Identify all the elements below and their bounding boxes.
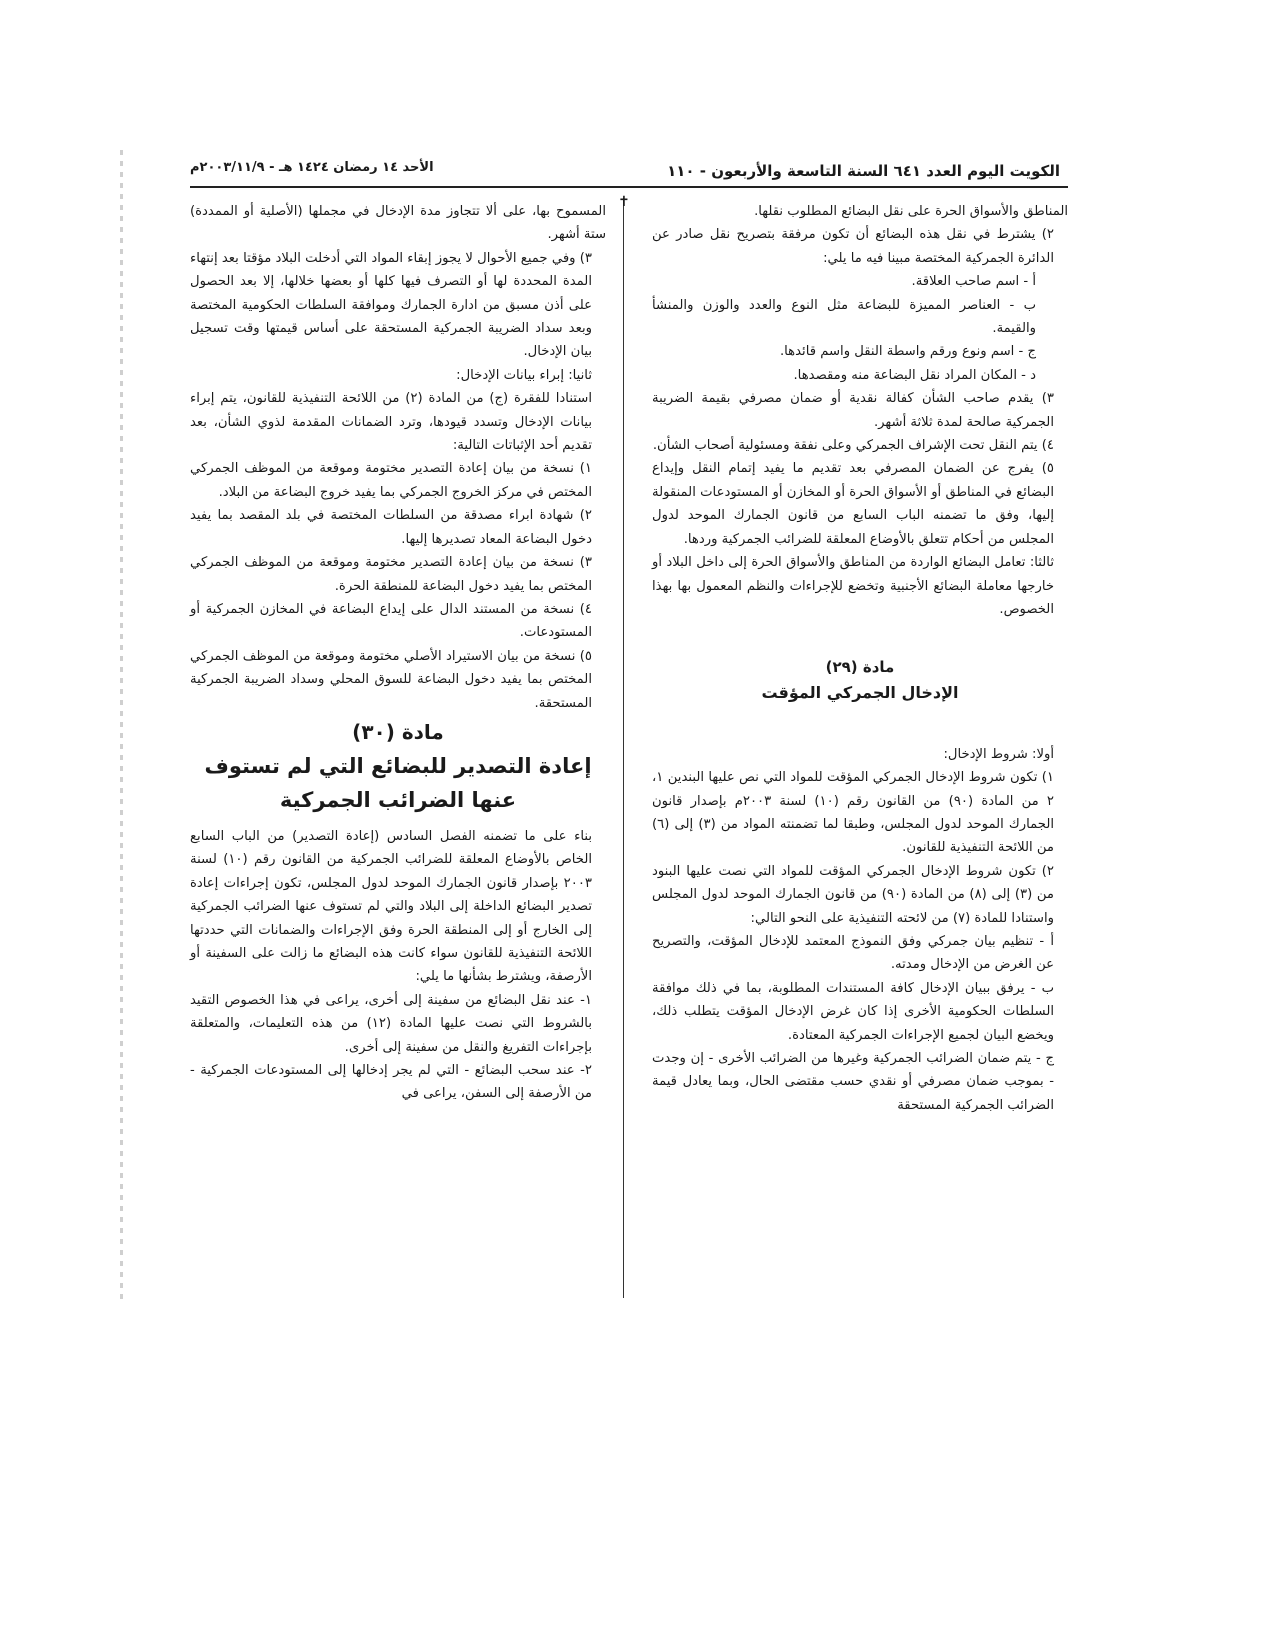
paragraph: ج - اسم ونوع ورقم واسطة النقل واسم قائدها. xyxy=(779,344,1036,360)
paragraph: د - المكان المراد نقل البضاعة منه ومقصدها. xyxy=(793,367,1036,383)
paragraph: ١) تكون شروط الإدخال الجمركي المؤقت للمواد التي نص عليها البندين ١، ٢ من المادة (٩٠) من القانون رقم (١٠) لسنة ٢٠٠٣م بإصدار قانون الجمارك الموحد لدول المجلس، وطبقا لما تضمنته المواد من (٣) إلى (٦) من اللائحة التنفيذية للقانون. xyxy=(652,770,1054,856)
gazette-page xyxy=(190,158,1068,1298)
column-right xyxy=(652,200,1068,1117)
paragraph: أ - تنظيم بيان جمركي وفق النموذج المعتمد للإدخال المؤقت، والتصريح عن الغرض من الإدخال ومدته. xyxy=(652,933,1054,973)
header-issue-info: الكويت اليوم العدد ٦٤١ السنة التاسعة والأربعون - ١١٠ xyxy=(667,162,1060,180)
paragraph: ثالثا: تعامل البضائع الواردة من المناطق والأسواق الحرة إلى داخل البلاد أو خارجها معاملة البضائع الأجنبية وتخضع للإجراءات والنظم المعمول بها بهذا الخصوص. xyxy=(652,555,1054,617)
paragraph: ٢) يشترط في نقل هذه البضائع أن تكون مرفقة بتصريح نقل صادر عن الدائرة الجمركية المختصة مبينا فيه ما يلي: xyxy=(652,227,1054,266)
paragraph: بناء على ما تضمنه الفصل السادس (إعادة التصدير) من الباب السابع الخاص بالأوضاع المعلقة للضرائب الجمركية من القانون رقم (١٠) لسنة ٢٠٠٣ بإصدار قانون الجمارك الموحد لدول المجلس، تكون إجراءات إعادة تصدير البضائع الداخلة إلى البلاد والتي لم تستوف عنها الضرائب الجمركية إلى الخارج أو إلى المنطقة الحرة وفق الإجراءات والضمانات التي حددتها اللائحة التنفيذية للقانون سواء كانت هذه البضائع ما زالت على السفينة أو الأرصفة، ويشترط بشأنها ما يلي: xyxy=(190,828,593,985)
header-date: الأحد ١٤ رمضان ١٤٢٤ هـ - ٢٠٠٣/١١/٩م xyxy=(190,160,434,175)
paragraph: ٣) وفي جميع الأحوال لا يجوز إبقاء المواد التي أدخلت البلاد مؤقتا بعد إنتهاء المدة المحددة لها أو التصرف فيها كلها أو بعضها خلالها، إلا بعد الحصول على أذن مسبق من ادارة الجمارك وموافقة السلطات الحكومية المختصة وبعد سداد الضريبة الجمركية المستحقة على أساس قيمتها وقت تسجيل بيان الإدخال. xyxy=(190,250,592,360)
paragraph: ٣) نسخة من بيان إعادة التصدير مختومة وموقعة من الموظف الجمركي المختص بما يفيد دخول البضاعة للمنطقة الحرة. xyxy=(190,555,592,594)
article-29-title: الإدخال الجمركي المؤقت xyxy=(761,683,959,703)
column-divider xyxy=(623,198,624,1298)
paragraph: ٥) نسخة من بيان الاستيراد الأصلي مختومة وموقعة من الموظف الجمركي المختص بما يفيد دخول البضاعة للسوق المحلي وسداد الضريبة الجمركية المستحقة. xyxy=(190,648,592,711)
column-divider-cross: ✝ xyxy=(618,194,630,210)
article-30-number: مادة (٣٠) xyxy=(352,719,444,744)
page-header xyxy=(190,158,1068,188)
paragraph: ج - يتم ضمان الضرائب الجمركية وغيرها من الضرائب الأخرى - إن وجدت - بموجب ضمان مصرفي أو نقدي حسب مقتضى الحال، وبما يعادل قيمة الضرائب الجمركية المستحقة xyxy=(652,1051,1054,1113)
paragraph: أ - اسم صاحب العلاقة. xyxy=(911,274,1036,290)
paragraph: استنادا للفقرة (ج) من المادة (٢) من اللائحة التنفيذية للقانون، يتم إبراء بيانات الإدخال وتسدد قيودها، وترد الضمانات المقدمة لذوي الشأن، بعد تقديم أحد الإثباتات التالية: xyxy=(190,391,592,454)
paragraph: المسموح بها، على ألا تتجاوز مدة الإدخال في مجملها (الأصلية أو الممددة) ستة أشهر. xyxy=(190,204,606,243)
paragraph: ب - العناصر المميزة للبضاعة مثل النوع والعدد والوزن والمنشأ والقيمة. xyxy=(652,297,1036,337)
paragraph: ١- عند نقل البضائع من سفينة إلى أخرى، يراعى في هذا الخصوص التقيد بالشروط التي نصت عليها المادة (١٢) من هذه التعليمات، والمتعلقة بإجراءات التفريغ والنقل من سفينة إلى أخرى. xyxy=(190,992,592,1055)
scan-edge-mark xyxy=(120,150,123,1300)
paragraph: ٤) نسخة من المستند الدال على إيداع البضاعة في المخازن الجمركية أو المستودعات. xyxy=(190,601,592,641)
paragraph: ١) نسخة من بيان إعادة التصدير مختومة وموقعة من الموظف الجمركي المختص في مركز الخروج الجمركي بما يفيد خروج البضاعة من البلاد. xyxy=(190,461,592,500)
paragraph: ثانيا: إبراء بيانات الإدخال: xyxy=(456,367,592,383)
paragraph: ٢) شهادة ابراء مصدقة من السلطات المختصة في بلد المقصد بما يفيد دخول البضاعة المعاد تصديرها إليها. xyxy=(190,508,592,547)
article-29-number: مادة (٢٩) xyxy=(825,658,895,677)
paragraph: ٤) يتم النقل تحت الإشراف الجمركي وعلى نفقة ومسئولية أصحاب الشأن. xyxy=(652,438,1054,454)
paragraph: ٢- عند سحب البضائع - التي لم يجر إدخالها إلى المستودعات الجمركية - من الأرصفة إلى السفن، يراعى في xyxy=(190,1063,592,1102)
paragraph: ٥) يفرج عن الضمان المصرفي بعد تقديم ما يفيد إتمام النقل وإيداع البضائع في المناطق أو الأسواق الحرة أو المخازن أو المستودعات المنقولة إليها، وفق ما تضمنه الباب السابع من قانون الجمارك الموحد لدول المجلس من أحكام تتعلق بالأوضاع المعلقة للضرائب الجمركية وردها. xyxy=(652,461,1054,547)
article-30-title: إعادة التصدير للبضائع التي لم تستوف عنها الضرائب الجمركية xyxy=(204,753,592,812)
paragraph: أولا: شروط الإدخال: xyxy=(943,746,1054,762)
column-left xyxy=(190,200,606,1106)
paragraph: المناطق والأسواق الحرة على نقل البضائع المطلوب نقلها. xyxy=(754,204,1068,219)
paragraph: ب - يرفق ببيان الإدخال كافة المستندات المطلوبة، بما في ذلك موافقة السلطات الحكومية الأخرى إذا كان غرض الإدخال المؤقت يتطلب ذلك، ويخضع البيان لجميع الإجراءات الجمركية المعتادة. xyxy=(652,980,1054,1043)
paragraph: ٣) يقدم صاحب الشأن كفالة نقدية أو ضمان مصرفي بقيمة الضريبة الجمركية صالحة لمدة ثلاثة أشهر. xyxy=(652,391,1054,430)
paragraph: ٢) تكون شروط الإدخال الجمركي المؤقت للمواد التي نصت عليها البنود من (٣) إلى (٨) من المادة (٩٠) من قانون الجمارك الموحد لدول المجلس واستنادا للمادة (٧) من لائحته التنفيذية على النحو التالي: xyxy=(652,863,1054,926)
